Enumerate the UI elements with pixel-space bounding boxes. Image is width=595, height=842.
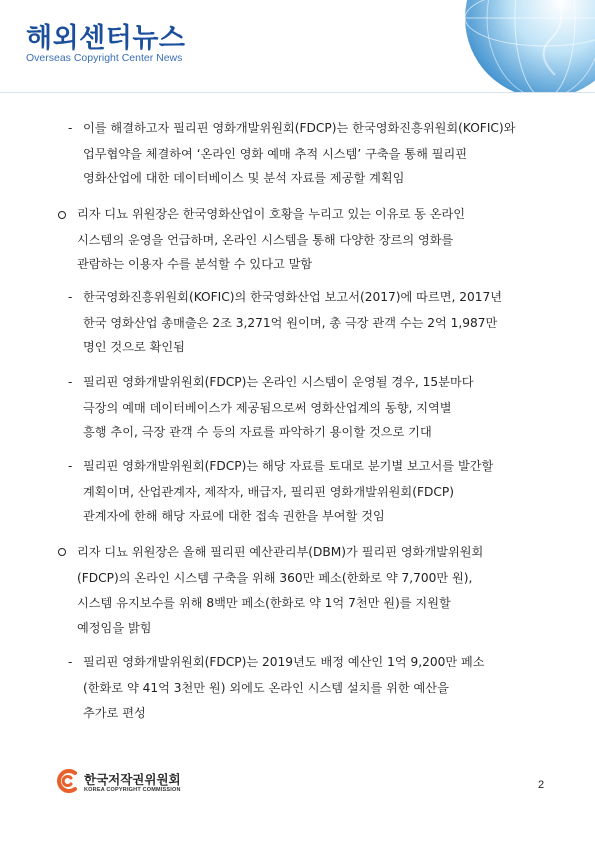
text-line: 필리핀 영화개발위원회(FDCP)는 온라인 시스템이 운영될 경우, 15분마다: [83, 375, 474, 389]
text-line: 추가로 편성: [83, 706, 146, 720]
text-line: 필리핀 영화개발위원회(FDCP)는 2019년도 배정 예산인 1억 9,200만 페소: [83, 655, 485, 669]
circle-bullet: [58, 211, 66, 219]
text-line: 흥행 추이, 극장 관객 수 등의 자료를 파악하기 용이할 것으로 기대: [83, 425, 432, 439]
text-line: 시스템 유지보수를 위해 8백만 페소(한화로 약 1억 7천만 원)를 지원할: [77, 596, 451, 610]
dash-bullet: -: [68, 290, 73, 304]
text-line: 영화산업에 대한 데이터베이스 및 분석 자료를 제공할 계획임: [83, 171, 405, 185]
text-line: 계획이며, 산업관계자, 제작자, 배급자, 필리핀 영화개발위원회(FDCP): [83, 485, 454, 499]
header-title: 해외센터뉴스: [26, 23, 186, 54]
text-line: 업무협약을 체결하여 ‘온라인 영화 예매 추적 시스템’ 구축을 통해 필리핀: [83, 147, 468, 161]
page-number: 2: [538, 779, 545, 791]
header-divider: [0, 92, 595, 93]
text-line: (FDCP)의 온라인 시스템 구축을 위해 360만 페소(한화로 약 7,700만 원),: [77, 571, 473, 585]
dash-bullet: -: [68, 375, 73, 389]
text-line: 한국영화진흥위원회(KOFIC)의 한국영화산업 보고서(2017)에 따르면, 2017년: [83, 290, 503, 304]
text-line: 예정임을 밝힘: [77, 621, 152, 635]
text-line: 극장의 예매 데이터베이스가 제공됨으로써 영화산업계의 동향, 지역별: [83, 401, 452, 415]
footer-org-name: 한국저작권위원회: [84, 772, 181, 787]
text-line: 관계자에 한해 해당 자료에 대한 접속 권한을 부여할 것임: [83, 509, 385, 523]
globe-icon: [405, 0, 595, 92]
text-line: 이를 해결하고자 필리핀 영화개발위원회(FDCP)는 한국영화진흥위원회(KOFIC)와: [83, 121, 516, 135]
text-line: 필리핀 영화개발위원회(FDCP)는 해당 자료를 토대로 분기별 보고서를 발간할: [83, 459, 494, 473]
dash-bullet: -: [68, 655, 73, 669]
text-line: 관람하는 이용자 수를 분석할 수 있다고 말함: [77, 257, 313, 271]
text-line: 리자 디뇨 위원장은 올해 필리핀 예산관리부(DBM)가 필리핀 영화개발위원회: [77, 545, 484, 559]
text-line: (한화로 약 41억 3천만 원) 외에도 온라인 시스템 설치를 위한 예산을: [83, 681, 449, 695]
text-line: 한국 영화산업 총매출은 2조 3,271억 원이며, 총 극장 관객 수는 2억 1,987만: [83, 316, 498, 330]
dash-bullet: -: [68, 121, 73, 135]
circle-bullet: [58, 548, 66, 556]
kcc-logo-icon: [55, 768, 81, 794]
text-line: 명인 것으로 확인됨: [83, 340, 185, 354]
page-header: [0, 0, 595, 92]
text-line: 리자 디뇨 위원장은 한국영화산업이 호황을 누리고 있는 이유로 동 온라인: [77, 207, 466, 221]
footer-org-name-en: KOREA COPYRIGHT COMMISSION: [84, 787, 181, 793]
header-subtitle: Overseas Copyright Center News: [26, 52, 183, 64]
text-line: 시스템의 운영을 언급하며, 온라인 시스템을 통해 다양한 장르의 영화를: [77, 233, 454, 247]
dash-bullet: -: [68, 459, 73, 473]
